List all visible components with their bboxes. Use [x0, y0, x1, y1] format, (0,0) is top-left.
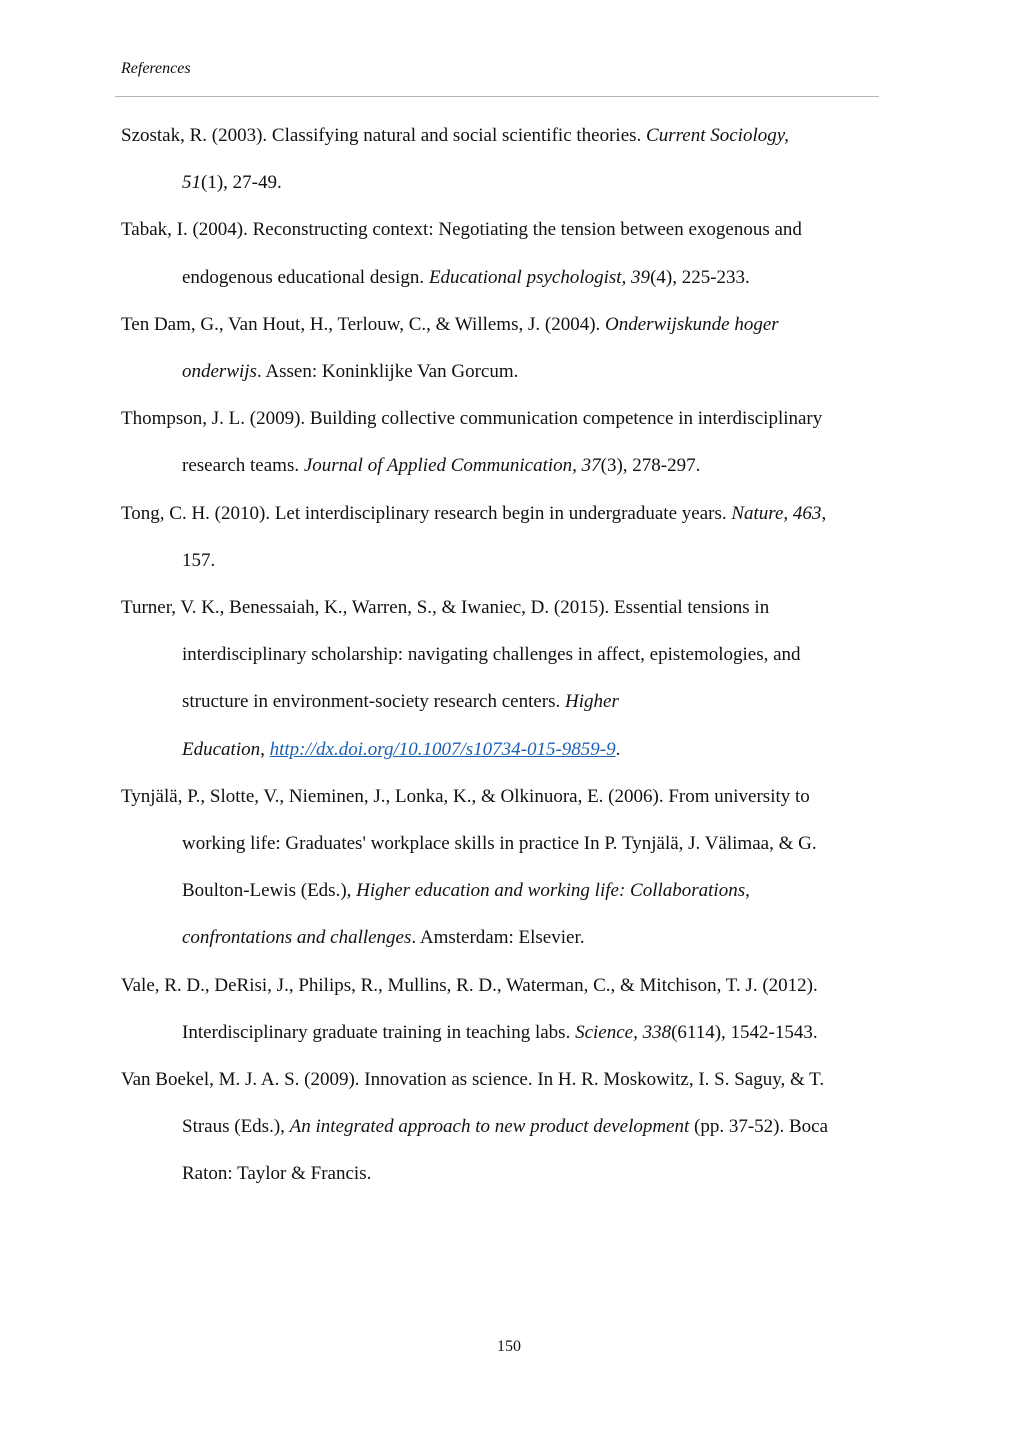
reference-text: (6114), 1542-1543.: [671, 1021, 818, 1043]
reference-text: working life: Graduates' workplace skills in practice In P. Tynjälä, J. Välimaa, & G.: [182, 833, 817, 855]
reference-italic-text: Higher education and working life: Collaborations,: [356, 880, 750, 902]
running-head: References: [121, 60, 191, 77]
reference-text: Interdisciplinary graduate training in teaching labs.: [182, 1021, 576, 1043]
reference-line: [121, 112, 891, 159]
reference-entry: [121, 962, 891, 1056]
reference-text: . Assen: Koninklijke Van Gorcum.: [256, 361, 519, 383]
reference-text: Turner, V. K., Benessaiah, K., Warren, S., & Iwaniec, D. (2015). Essential tensions in: [121, 597, 770, 619]
reference-text: .: [615, 738, 621, 760]
reference-italic-text: Educational psychologist, 39: [428, 266, 651, 288]
reference-line: [121, 631, 891, 678]
reference-line: [121, 678, 891, 725]
reference-line: [121, 301, 891, 348]
reference-italic-text: Education,: [182, 738, 270, 760]
reference-italic-text: Journal of Applied Communication, 37: [303, 455, 601, 477]
reference-entry: [121, 112, 891, 206]
reference-text: structure in environment-society research centers.: [182, 691, 566, 713]
reference-line: [121, 914, 891, 961]
reference-text: . Amsterdam: Elsevier.: [411, 927, 585, 949]
reference-line: [121, 1103, 891, 1150]
reference-italic-text: Nature, 463: [731, 502, 822, 524]
reference-entry: [121, 490, 891, 584]
reference-entry: [121, 773, 891, 962]
reference-entry: [121, 301, 891, 395]
reference-line: [121, 254, 891, 301]
reference-text: Tabak, I. (2004). Reconstructing context: Negotiating the tension between exogenous and: [121, 219, 802, 241]
reference-line: [121, 1009, 891, 1056]
page-number: 150: [497, 1338, 521, 1355]
reference-italic-text: Higher: [565, 691, 619, 713]
reference-line: [121, 820, 891, 867]
reference-line: [121, 1056, 891, 1103]
reference-entry: [121, 584, 891, 773]
reference-text: ,: [821, 502, 827, 524]
reference-text: endogenous educational design.: [182, 266, 429, 288]
reference-line: [121, 395, 891, 442]
reference-text: (4), 225-233.: [650, 266, 750, 288]
reference-text: (pp. 37-52). Boca: [689, 1116, 829, 1138]
reference-line: [121, 584, 891, 631]
reference-text: Van Boekel, M. J. A. S. (2009). Innovation as science. In H. R. Moskowitz, I. S. Saguy, & T.: [121, 1069, 825, 1091]
reference-italic-text: Current Sociology,: [646, 125, 789, 146]
reference-text: (1), 27-49.: [201, 172, 282, 194]
reference-italic-text: onderwijs: [182, 361, 257, 383]
doi-link[interactable]: http://dx.doi.org/10.1007/s10734-015-9859-9: [269, 738, 616, 760]
reference-text: Vale, R. D., DeRisi, J., Philips, R., Mullins, R. D., Waterman, C., & Mitchison, T. J. (2012).: [121, 974, 818, 996]
reference-entry: [121, 395, 891, 489]
reference-text: Straus (Eds.),: [182, 1116, 290, 1138]
reference-line: [121, 159, 891, 206]
reference-text: Raton: Taylor & Francis.: [182, 1163, 372, 1185]
reference-text: Tong, C. H. (2010). Let interdisciplinary research begin in undergraduate years.: [121, 502, 732, 524]
reference-line: [121, 867, 891, 914]
reference-italic-text: An integrated approach to new product development: [289, 1116, 690, 1138]
reference-line: [121, 442, 891, 489]
reference-entry: [121, 206, 891, 300]
reference-text: Thompson, J. L. (2009). Building collective communication competence in interdisciplinary: [121, 408, 823, 430]
reference-line: [121, 1150, 891, 1197]
reference-line: [121, 537, 891, 584]
reference-line: [121, 962, 891, 1009]
reference-text: research teams.: [182, 455, 304, 477]
reference-italic-text: Onderwijskunde hoger: [605, 313, 779, 335]
reference-line: [121, 726, 891, 773]
reference-line: [121, 773, 891, 820]
reference-text: 157.: [182, 549, 216, 571]
reference-italic-text: 51: [182, 172, 201, 194]
reference-list: [121, 112, 891, 1198]
reference-text: Ten Dam, G., Van Hout, H., Terlouw, C., & Willems, J. (2004).: [121, 313, 606, 335]
reference-line: [121, 348, 891, 395]
reference-italic-text: confrontations and challenges: [182, 927, 412, 949]
header-rule: [115, 96, 879, 97]
reference-italic-text: Science, 338: [575, 1021, 672, 1043]
reference-line: [121, 206, 891, 253]
reference-entry: [121, 1056, 891, 1198]
reference-line: [121, 490, 891, 537]
reference-text: interdisciplinary scholarship: navigating challenges in affect, epistemologies, and: [182, 644, 801, 666]
reference-text: Szostak, R. (2003). Classifying natural and social scientific theories.: [121, 125, 647, 146]
reference-text: (3), 278-297.: [600, 455, 701, 477]
reference-text: Tynjälä, P., Slotte, V., Nieminen, J., Lonka, K., & Olkinuora, E. (2006). From university to: [121, 785, 810, 807]
reference-text: Boulton-Lewis (Eds.),: [182, 880, 357, 902]
